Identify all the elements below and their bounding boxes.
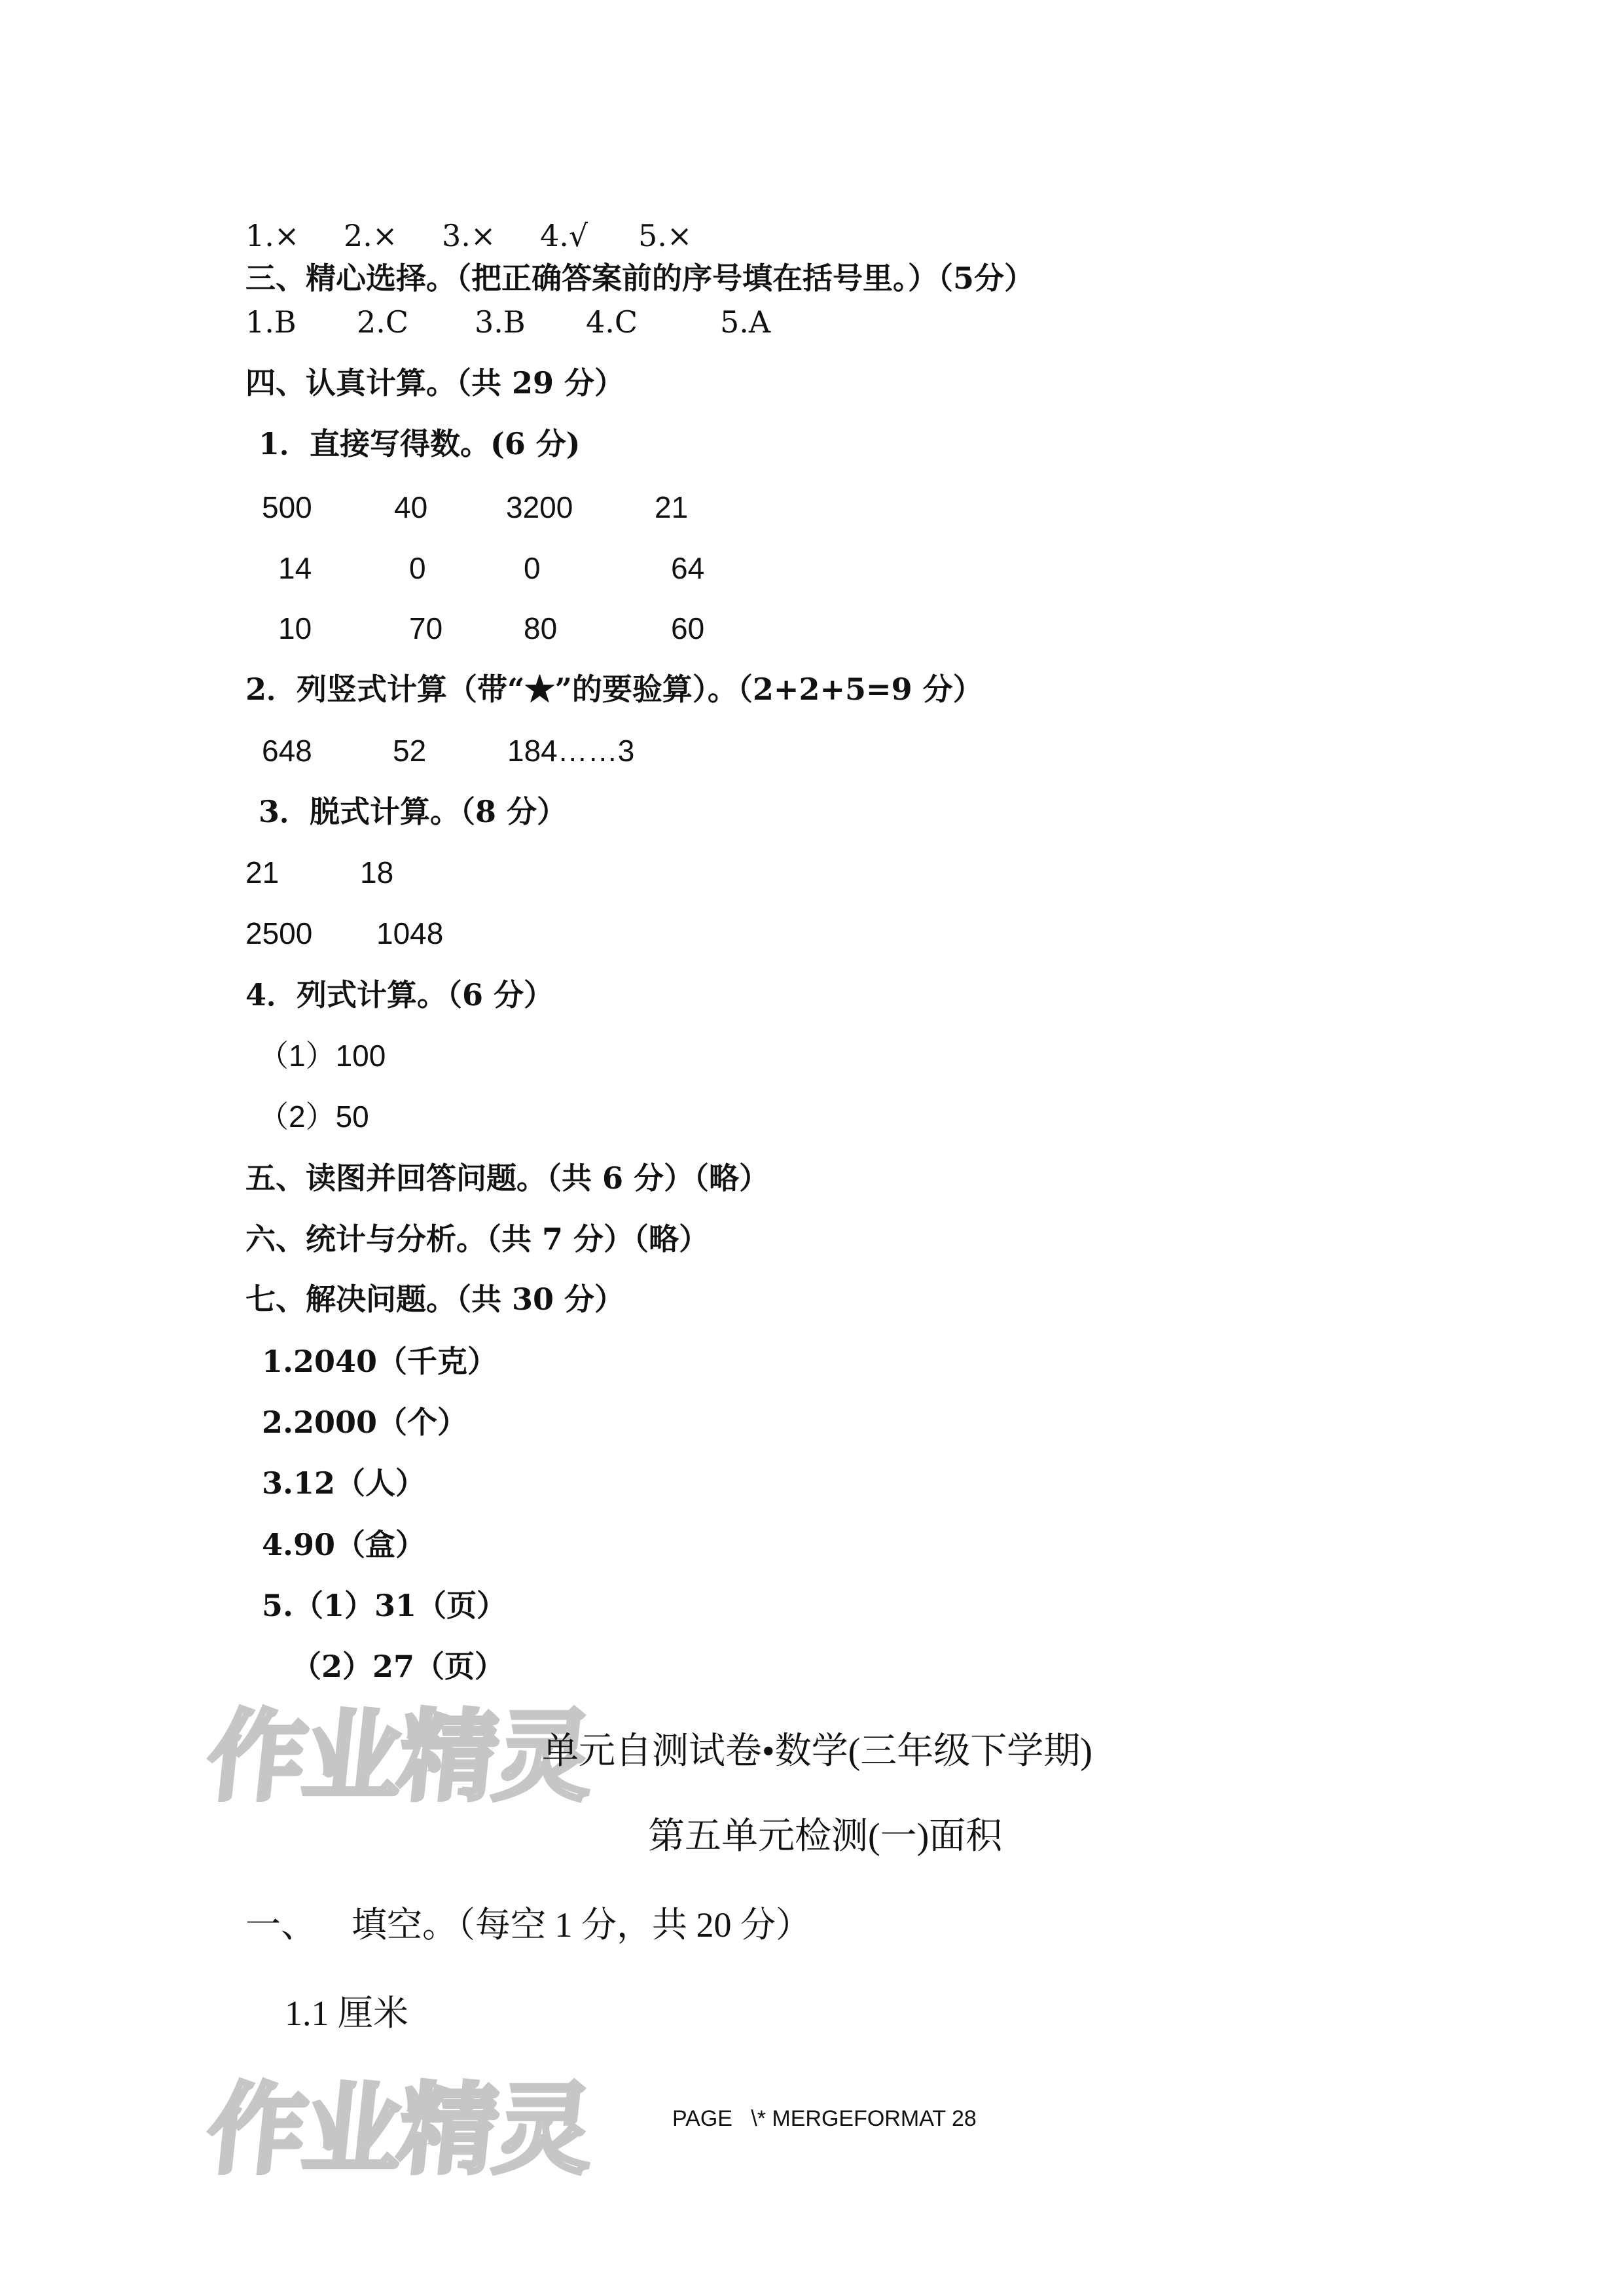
section4-part1-heading: 1．直接写得数。(6 分) (259, 426, 581, 461)
unit-section1-heading: 一、 填空。（每空 1 分，共 20 分） (245, 1905, 811, 1945)
section4-part3-heading: 3．脱式计算。（8 分） (259, 794, 568, 829)
calc-value: 14 (278, 551, 312, 585)
section5-heading: 五、读图并回答问题。（共 6 分）（略） (245, 1160, 770, 1196)
calc-row (262, 488, 785, 527)
calc-value: 40 (394, 490, 428, 524)
watermark-logo: 作业精灵 (202, 2073, 597, 2187)
calc-value: 10 (278, 611, 312, 645)
page-footer: PAGE \* MERGEFORMAT 28 (672, 2106, 977, 2131)
answer: 4.C (586, 304, 638, 340)
answer: 5.× (638, 218, 693, 253)
part4-item: （1）100 (259, 1039, 386, 1073)
section7-heading: 七、解决问题。（共 30 分） (245, 1282, 625, 1317)
calc-value: 500 (262, 490, 312, 524)
calc-value: 64 (671, 551, 705, 585)
section7-item: 1.2040（千克） (262, 1344, 498, 1379)
answer: 3.B (475, 304, 526, 340)
part4-item: （2）50 (259, 1100, 369, 1134)
calc-value: 60 (671, 611, 705, 645)
calc-value: 21 (655, 490, 689, 524)
section7-item: 2.2000（个） (262, 1405, 468, 1440)
calc-value: 80 (524, 611, 558, 645)
part3-row (245, 914, 769, 953)
book-title: 单元自测试卷•数学(三年级下学期) (542, 1731, 1092, 1772)
answer: 1.× (245, 218, 300, 253)
section7-item: 5.（1）31（页） (262, 1588, 507, 1623)
calc-row (262, 609, 785, 648)
calc-value: 0 (409, 551, 426, 585)
calc-value: 18 (360, 855, 394, 889)
section6-heading: 六、统计与分析。（共 7 分）（略） (245, 1221, 710, 1257)
section4-part2-heading: 2．列竖式计算（带“★”的要验算）。（2+2+5=9 分） (245, 672, 983, 707)
calc-value: 648 (262, 734, 312, 768)
answer: 5.A (720, 304, 771, 340)
section7-item: 3.12（人） (262, 1465, 426, 1501)
answer: 4.√ (540, 218, 588, 253)
calc-value: 21 (245, 855, 280, 889)
calc-value: 2500 (245, 916, 313, 950)
part3-row (245, 853, 769, 892)
calc-value: 70 (409, 611, 443, 645)
part2-values (262, 731, 785, 770)
answer: 2.C (357, 304, 409, 340)
calc-value: 1048 (376, 916, 444, 950)
section3-answers (245, 302, 1031, 342)
section3-heading: 三、精心选择。（把正确答案前的序号填在括号里。）（5分） (245, 260, 1035, 296)
unit-section1-item: 1.1 厘米 (285, 1994, 408, 2033)
section7-item: 4.90（盒） (262, 1527, 426, 1562)
answer: 3.× (442, 218, 496, 253)
calc-value: 0 (524, 551, 541, 585)
section7-item: （2）27（页） (291, 1649, 505, 1684)
section4-heading: 四、认真计算。（共 29 分） (245, 365, 625, 401)
section2-answers (245, 216, 1031, 255)
answer: 2.× (344, 218, 398, 253)
unit-title: 第五单元检测(一)面积 (648, 1816, 1003, 1857)
calc-row (262, 548, 785, 588)
section4-part4-heading: 4．列式计算。（6 分） (245, 977, 554, 1013)
calc-value: 52 (393, 734, 427, 768)
calc-value: 184……3 (507, 734, 635, 768)
calc-value: 3200 (506, 490, 573, 524)
answer: 1.B (245, 304, 297, 340)
watermark-logo: 作业精灵 (202, 1700, 597, 1814)
